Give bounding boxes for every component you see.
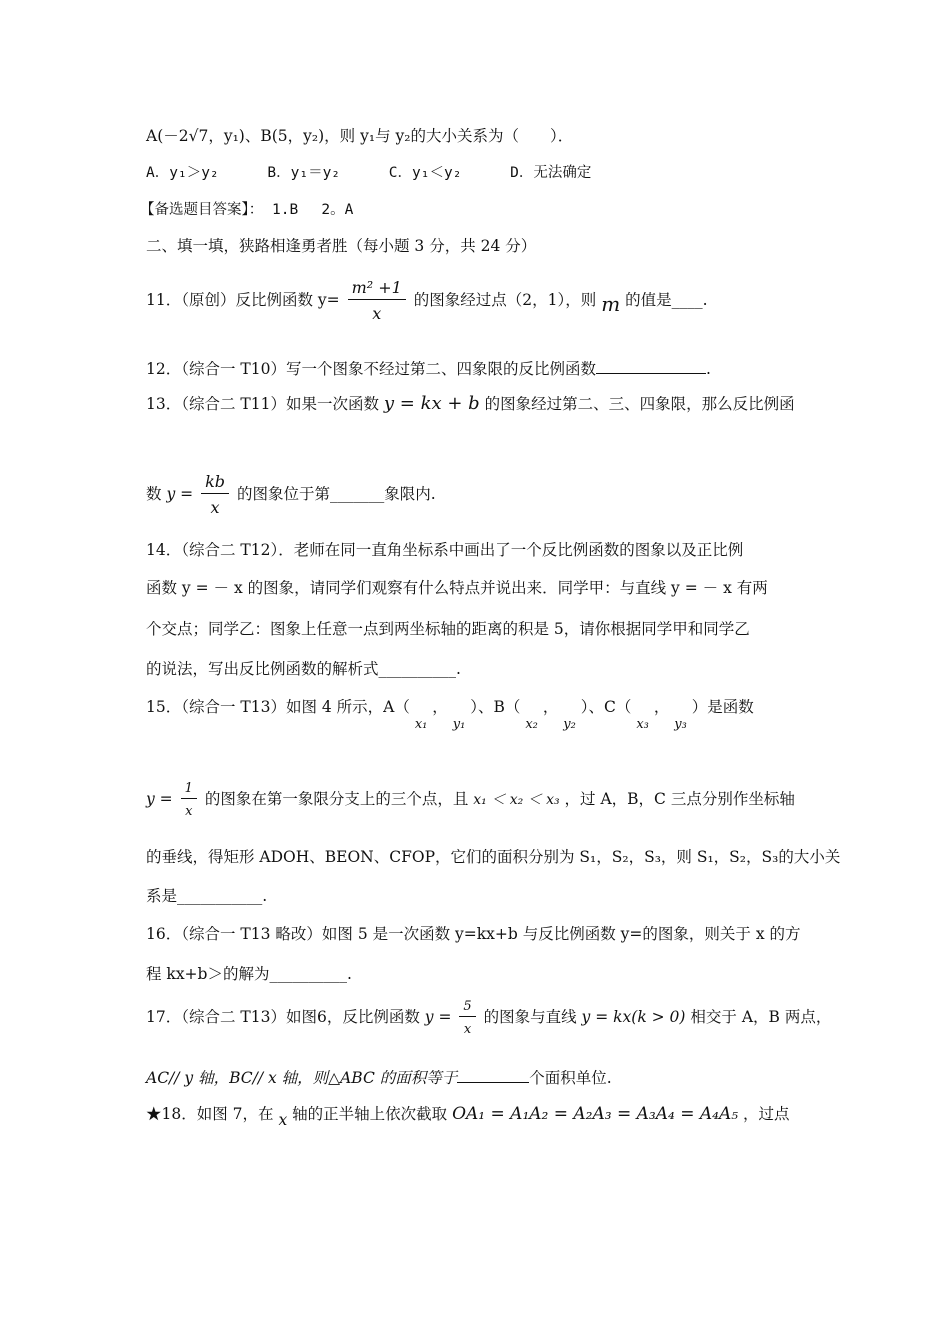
q17-suffix: 相交于 A，B 两点，	[690, 1008, 832, 1026]
section-title: 二、填一填，狭路相逢勇者胜（每小题 3 分，共 24 分）	[146, 237, 537, 255]
q17-y-eq: y =	[424, 1008, 452, 1026]
q12-text: 12．（综合一 T10）写一个图象不经过第二、四象限的反比例函数	[146, 360, 596, 378]
question-14-line3: 个交点；同学乙：图象上任意一点到两坐标轴的距离的积是 5，请你根据同学甲和同学乙	[146, 620, 750, 638]
q11-numerator: m² +1	[348, 280, 406, 300]
q15-y1: y₁	[452, 717, 466, 732]
question-15-line4: 系是___________.	[146, 887, 268, 905]
q15-x1: x₁	[414, 717, 428, 732]
q17-prefix: 17．（综合二 T13）如图6，反比例函数	[146, 1008, 420, 1026]
q13-numerator: kb	[201, 474, 229, 494]
option-c: C．y₁＜y₂	[388, 165, 462, 181]
q15-numerator: 1	[181, 782, 197, 799]
question-13-line2	[146, 474, 820, 524]
question-13	[146, 394, 820, 414]
prev-question-stem	[146, 126, 820, 146]
q15-y3: y₃	[674, 717, 687, 732]
q17-line2-suffix: 个面积单位.	[529, 1069, 612, 1087]
q17-line2-text: AC// y 轴，BC// x 轴，则△ABC 的面积等于	[146, 1069, 458, 1087]
q15-line2-suffix: 的图象在第一象限分支上的三个点，且	[204, 790, 469, 808]
question-17-line1	[146, 999, 832, 1050]
q11-middle: 的图象经过点（2，1），则	[413, 291, 597, 309]
q15-y2: y₂	[563, 717, 576, 732]
q18-formula: OA₁ = A₁A₂ = A₂A₃ = A₃A₄ = A₄A₅	[452, 1104, 739, 1124]
q13-text: 13．（综合二 T11）如果一次函数	[146, 395, 379, 413]
q15-y-eq: y =	[146, 790, 173, 808]
q18-x-variable: x	[278, 1111, 288, 1129]
q15-c-label: ）、C（	[580, 698, 632, 716]
option-b: B．y₁＝y₂	[267, 165, 341, 181]
q13-denominator: x	[210, 498, 220, 517]
question-12	[146, 357, 820, 379]
q13-formula: y = kx + b	[383, 393, 480, 414]
q18-prefix: ★18．如图 7，在	[146, 1105, 274, 1123]
q17-line-equation: y = kx(k > 0)	[581, 1008, 686, 1026]
question-15-line2	[146, 782, 820, 828]
q17-answer-blank[interactable]	[457, 1066, 529, 1083]
option-a: A．y₁＞y₂	[146, 165, 219, 181]
question-16-line1: 16．（综合一 T13 略改）如图 5 是一次函数 y=kx+b 与反比例函数 y=的图象，则关于 x 的方	[146, 925, 801, 943]
q15-prefix: 15．（综合一 T13）如图 4 所示，A（	[146, 698, 410, 716]
q13-text-continued: 的图象经过第二、三、四象限，那么反比例函	[484, 395, 795, 413]
question-15-line3: 的垂线，得矩形 ADOH、BEON、CFOP，它们的面积分别为 S₁，S₂，S₃，则 S₁，S₂，S₃的大小关	[146, 848, 841, 866]
q17-middle: 的图象与直线	[483, 1008, 577, 1026]
q11-variable: m	[601, 292, 621, 316]
option-d: D．无法确定	[510, 165, 592, 181]
q15-inequality: x₁ ＜ x₂ ＜ x₃	[473, 792, 560, 808]
q11-suffix: 的值是____.	[625, 291, 708, 309]
q15-x2: x₂	[525, 717, 538, 732]
q13-y-eq: y =	[166, 485, 194, 503]
question-11	[146, 280, 820, 330]
q11-prefix: 11．（原创）反比例函数 y=	[146, 291, 340, 309]
q12-end: .	[705, 360, 711, 378]
q13-fraction	[201, 474, 229, 516]
q17-denominator: x	[463, 1022, 472, 1037]
q12-answer-blank[interactable]	[596, 357, 706, 374]
question-15-line1: 15．（综合一 T13）如图 4 所示，A（ $_{x_1}$ ， $_{y_1}$ ）、B（ $_{x_2}$ ， $_{y_2}$ ）、C（ $_{x_3}$ ， $_{y_3}$ ）是函数	[146, 698, 754, 732]
q13-line2-prefix: 数	[146, 485, 162, 503]
question-17-line2	[146, 1066, 820, 1088]
q17-numerator: 5	[459, 1000, 475, 1017]
q11-denominator: x	[372, 304, 382, 323]
q13-line2-suffix: 的图象位于第_______象限内.	[236, 485, 436, 503]
q15-denominator: x	[185, 804, 193, 819]
q15-suffix: ）是函数	[691, 698, 754, 716]
question-18	[146, 1104, 820, 1134]
prev-question-text: A(－2√7，y₁)、B(5，y₂)，则 y₁与 y₂的大小关系为（ ）．	[146, 127, 574, 145]
question-14-line1: 14．（综合二 T12）．老师在同一直角坐标系中画出了一个反比例函数的图象以及正比例	[146, 541, 744, 559]
q15-b-label: ）、B（	[470, 698, 521, 716]
q18-suffix: ，过点	[743, 1105, 790, 1123]
q17-fraction	[459, 1000, 475, 1036]
question-14-line4: 的说法，写出反比例函数的解析式__________.	[146, 660, 461, 678]
q11-fraction	[348, 280, 406, 322]
q15-fraction	[181, 782, 197, 818]
question-16-line2: 程 kx+b＞的解为__________.	[146, 965, 352, 983]
q15-x3: x₃	[636, 717, 649, 732]
q15-line2-end: ，过 A，B，C 三点分别作坐标轴	[564, 790, 795, 808]
alt-answers: 【备选题目答案】： 1.B 2。A	[140, 202, 354, 218]
q18-middle: 轴的正半轴上依次截取	[292, 1105, 448, 1123]
prev-question-options	[146, 163, 820, 183]
question-14-line2: 函数 y = － x 的图象，请同学们观察有什么特点并说出来．同学甲：与直线 y = － x 有两	[146, 579, 768, 597]
